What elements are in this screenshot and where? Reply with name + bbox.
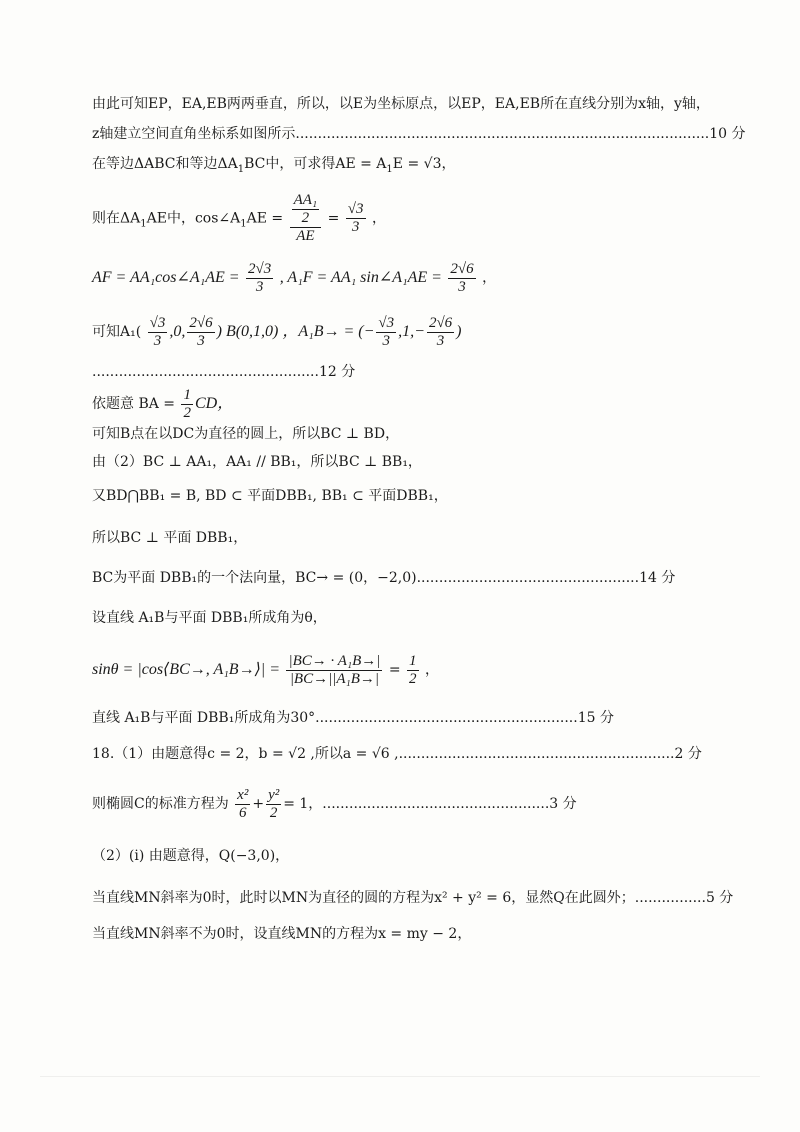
fraction-y2-num: y² bbox=[268, 786, 280, 803]
line-19: （2）(i) 由题意得，Q(−3,0)， bbox=[92, 848, 290, 864]
line-4-a: 则在ΔA bbox=[92, 210, 141, 227]
fraction-cos-num bbox=[290, 192, 322, 228]
line-5-end: ， bbox=[482, 270, 497, 286]
line-16: 直线 A₁B与平面 DBB₁所成角为30°...........................................................15 分 bbox=[92, 710, 614, 726]
line-18-a: 则椭圆C的标准方程为 bbox=[92, 796, 229, 812]
fraction-af-num: 2√3 bbox=[248, 260, 272, 277]
line-5-a: AF = AA₁cos∠A₁AE = bbox=[92, 269, 240, 286]
line-13: BC为平面 DBB₁的一个法向量，BC→ = (0，−2,0)..................................................14 分 bbox=[92, 570, 676, 586]
line-18-plus: + bbox=[252, 796, 265, 812]
fraction-af-den: 3 bbox=[255, 278, 264, 295]
fraction-x2 bbox=[235, 787, 250, 822]
fraction-one-half-num: 1 bbox=[409, 652, 417, 669]
line-12: 所以BC ⊥ 平面 DBB₁， bbox=[92, 530, 248, 546]
fraction-vx-num: √3 bbox=[378, 314, 395, 331]
fraction-a1x-den: 3 bbox=[153, 332, 162, 349]
fraction-sin-den: |BC→||A₁B→| bbox=[289, 670, 380, 687]
fraction-one-half-den: 2 bbox=[409, 670, 417, 687]
line-5 bbox=[92, 258, 496, 298]
fraction-y2 bbox=[266, 787, 281, 822]
line-4-eq: = bbox=[327, 210, 340, 227]
line-4-b: AE中，cos∠A bbox=[146, 210, 241, 227]
line-18-b: = 1，...................................................3 分 bbox=[283, 796, 577, 812]
line-11: 又BD⋂BB₁ = B, BD ⊂ 平面DBB₁, BB₁ ⊂ 平面DBB₁， bbox=[92, 488, 448, 504]
fraction-vx bbox=[376, 315, 396, 350]
fraction-vz-num: 2√6 bbox=[428, 314, 453, 331]
fraction-inner bbox=[292, 192, 320, 227]
line-4: 则在$\Delta A_1AE$中，$\cos\angle A_1AE$ = $\frac{\frac{\text{AA₁}}{2}}{AE}$ = $\frac{√3}{3}$ ， bbox=[92, 192, 386, 244]
line-15-a: sinθ = |cos⟨BC→, A₁B→⟩| = bbox=[92, 661, 280, 678]
fraction-x2-den: 6 bbox=[239, 804, 247, 821]
line-6-b: ,0, bbox=[169, 323, 186, 340]
fraction-cos bbox=[290, 192, 322, 245]
fraction-vx-den: 3 bbox=[382, 332, 391, 349]
line-6 bbox=[92, 312, 462, 352]
fraction-num: √3 bbox=[347, 201, 364, 217]
line-6-d: ,1,− bbox=[398, 323, 425, 340]
fraction-a1f bbox=[448, 261, 475, 296]
line-8-a: 依题意 BA = bbox=[92, 396, 176, 412]
fraction-vz-den: 3 bbox=[436, 332, 445, 349]
line-6-c: ) B(0,1,0) ，A₁B→ = (− bbox=[216, 323, 375, 340]
line-3-a: 在等边ΔABC和等边ΔA bbox=[92, 156, 238, 172]
fraction-af bbox=[246, 261, 273, 296]
line-6-e: ) bbox=[456, 323, 462, 340]
line-3-b: BC中，可求得AE = A bbox=[244, 156, 387, 172]
fraction-cos-den: AE bbox=[296, 228, 315, 244]
line-1: 由此可知EP，EA,EB两两垂直，所以，以E为坐标原点，以EP，EA,EB所在直线分别为x轴，y轴， bbox=[92, 96, 710, 112]
line-15-end: ， bbox=[424, 662, 439, 678]
line-5-b: , A₁F = AA₁ sin∠A₁AE = bbox=[279, 269, 442, 286]
fraction-a1z-den: 3 bbox=[197, 332, 205, 349]
fraction-a1x bbox=[148, 315, 168, 350]
line-6-a: 可知A₁( bbox=[92, 324, 142, 340]
line-4-c: AE = bbox=[246, 210, 284, 227]
line-9: 可知B点在以DC为直径的圆上，所以BC ⊥ BD， bbox=[92, 426, 400, 442]
fraction-inner-den: 2 bbox=[301, 210, 310, 226]
fraction-a1f-den: 3 bbox=[458, 278, 466, 295]
line-2: z轴建立空间直角坐标系如图所示.............................................................................................10 分 bbox=[92, 126, 746, 142]
line-18 bbox=[92, 782, 577, 826]
fraction-inner-num: AA₁ bbox=[293, 192, 318, 208]
fraction-y2-den: 2 bbox=[269, 804, 278, 821]
fraction-a1z bbox=[187, 315, 214, 350]
fraction-one-half bbox=[407, 653, 419, 688]
fraction-sin-num: |BC→ · A₁B→| bbox=[288, 652, 381, 669]
fraction-half-den: 2 bbox=[183, 404, 191, 421]
fraction-sin bbox=[286, 653, 382, 688]
line-3-c: E = √3， bbox=[392, 156, 456, 172]
line-10: 由（2）BC ⊥ AA₁，AA₁ // BB₁，所以BC ⊥ BB₁， bbox=[92, 454, 422, 470]
fraction-sqrt3-over-3 bbox=[346, 201, 366, 236]
fraction-a1x-num: √3 bbox=[149, 314, 166, 331]
line-14: 设直线 A₁B与平面 DBB₁所成角为θ， bbox=[92, 610, 327, 626]
page-bottom-rule bbox=[40, 1076, 760, 1077]
line-8 bbox=[92, 384, 233, 424]
line-8-b: CD， bbox=[194, 395, 234, 412]
fraction-a1f-num: 2√6 bbox=[450, 260, 474, 277]
fraction-half-num: 1 bbox=[183, 386, 191, 403]
fraction-den: 3 bbox=[351, 219, 360, 235]
line-7: ...................................................12 分 bbox=[92, 364, 356, 380]
fraction-a1z-num: 2√6 bbox=[189, 314, 213, 331]
fraction-x2-num: x² bbox=[237, 786, 249, 803]
line-15 bbox=[92, 646, 439, 694]
fraction-half bbox=[181, 387, 193, 422]
line-4-end: ， bbox=[371, 210, 386, 227]
fraction-vz bbox=[427, 315, 454, 350]
line-17: 18.（1）由题意得c = 2，b = √2 ,所以a = √6 ,..............................................................2 分 bbox=[92, 746, 702, 762]
line-21: 当直线MN斜率不为0时，设直线MN的方程为x = my − 2， bbox=[92, 926, 472, 942]
line-3: 在等边ΔABC和等边$\Delta A_1BC$中，可求得AE = $A_1E = √3$， bbox=[92, 156, 456, 175]
line-15-b: = bbox=[388, 662, 401, 678]
line-20: 当直线MN斜率为0时，此时以MN为直径的圆的方程为x² + y² = 6，显然Q在此圆外；................5 分 bbox=[92, 890, 734, 906]
